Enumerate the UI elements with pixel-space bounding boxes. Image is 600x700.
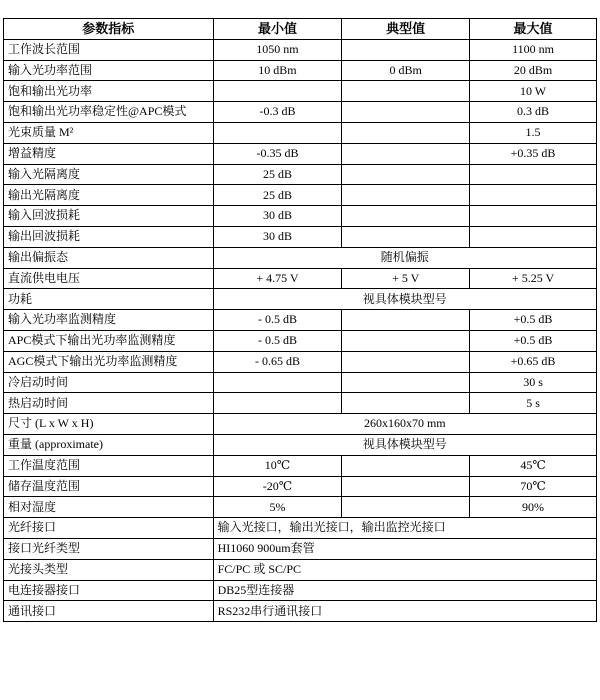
- param-cell: 光纤接口: [4, 518, 214, 539]
- table-row: [4, 580, 597, 601]
- min-cell: - 0.65 dB: [213, 351, 342, 372]
- table-row: [4, 330, 597, 351]
- max-cell: + 5.25 V: [470, 268, 597, 289]
- typ-cell: [342, 372, 470, 393]
- header-row: [4, 19, 597, 40]
- table-row: [4, 122, 597, 143]
- max-cell: +0.5 dB: [470, 330, 597, 351]
- table-row: [4, 268, 597, 289]
- typ-cell: [342, 143, 470, 164]
- param-cell: 热启动时间: [4, 393, 214, 414]
- header-typ: 典型值: [342, 19, 470, 40]
- param-cell: 饱和输出光功率稳定性@APC模式: [4, 102, 214, 123]
- max-cell: [470, 164, 597, 185]
- min-cell: -0.35 dB: [213, 143, 342, 164]
- param-cell: 电连接器接口: [4, 580, 214, 601]
- header-min: 最小值: [213, 19, 342, 40]
- table-row: [4, 206, 597, 227]
- min-cell: 5%: [213, 497, 342, 518]
- param-cell: 输出光隔离度: [4, 185, 214, 206]
- param-cell: 输出回波损耗: [4, 226, 214, 247]
- min-cell: + 4.75 V: [213, 268, 342, 289]
- min-cell: 10℃: [213, 455, 342, 476]
- spec-table: [3, 18, 597, 622]
- min-cell: 1050 nm: [213, 39, 342, 60]
- max-cell: 10 W: [470, 81, 597, 102]
- merged-value-cell: DB25型连接器: [213, 580, 596, 601]
- spec-table-container: [3, 18, 597, 622]
- param-cell: 光接头类型: [4, 559, 214, 580]
- param-cell: 光束质量 M²: [4, 122, 214, 143]
- table-row: [4, 102, 597, 123]
- table-row: [4, 247, 597, 268]
- table-row: [4, 538, 597, 559]
- table-row: [4, 164, 597, 185]
- min-cell: -0.3 dB: [213, 102, 342, 123]
- param-cell: 功耗: [4, 289, 214, 310]
- typ-cell: [342, 206, 470, 227]
- table-row: [4, 185, 597, 206]
- typ-cell: 0 dBm: [342, 60, 470, 81]
- min-cell: [213, 81, 342, 102]
- param-cell: 输出偏振态: [4, 247, 214, 268]
- min-cell: 30 dB: [213, 226, 342, 247]
- typ-cell: [342, 310, 470, 331]
- table-row: [4, 476, 597, 497]
- merged-value-cell: 随机偏振: [213, 247, 596, 268]
- typ-cell: [342, 39, 470, 60]
- typ-cell: [342, 81, 470, 102]
- param-cell: 相对湿度: [4, 497, 214, 518]
- max-cell: 90%: [470, 497, 597, 518]
- param-cell: 增益精度: [4, 143, 214, 164]
- max-cell: [470, 185, 597, 206]
- merged-value-cell: 视具体模块型号: [213, 434, 596, 455]
- max-cell: 1100 nm: [470, 39, 597, 60]
- max-cell: [470, 206, 597, 227]
- param-cell: 输入光功率范围: [4, 60, 214, 81]
- table-row: [4, 455, 597, 476]
- typ-cell: [342, 185, 470, 206]
- typ-cell: [342, 122, 470, 143]
- max-cell: 1.5: [470, 122, 597, 143]
- param-cell: 重量 (approximate): [4, 434, 214, 455]
- table-row: [4, 393, 597, 414]
- table-row: [4, 414, 597, 435]
- typ-cell: [342, 351, 470, 372]
- min-cell: [213, 393, 342, 414]
- param-cell: AGC模式下输出光功率监测精度: [4, 351, 214, 372]
- param-cell: 尺寸 (L x W x H): [4, 414, 214, 435]
- max-cell: 5 s: [470, 393, 597, 414]
- table-row: [4, 351, 597, 372]
- min-cell: - 0.5 dB: [213, 310, 342, 331]
- table-row: [4, 39, 597, 60]
- table-row: [4, 60, 597, 81]
- table-row: [4, 497, 597, 518]
- param-cell: APC模式下输出光功率监测精度: [4, 330, 214, 351]
- param-cell: 接口光纤类型: [4, 538, 214, 559]
- table-row: [4, 372, 597, 393]
- param-cell: 工作波长范围: [4, 39, 214, 60]
- param-cell: 冷启动时间: [4, 372, 214, 393]
- max-cell: 45℃: [470, 455, 597, 476]
- table-row: [4, 81, 597, 102]
- typ-cell: [342, 330, 470, 351]
- max-cell: [470, 226, 597, 247]
- param-cell: 储存温度范围: [4, 476, 214, 497]
- table-row: [4, 143, 597, 164]
- table-row: [4, 310, 597, 331]
- typ-cell: + 5 V: [342, 268, 470, 289]
- table-row: [4, 226, 597, 247]
- min-cell: -20℃: [213, 476, 342, 497]
- min-cell: 10 dBm: [213, 60, 342, 81]
- merged-value-cell: HI1060 900um套管: [213, 538, 596, 559]
- table-row: [4, 518, 597, 539]
- table-row: [4, 289, 597, 310]
- param-cell: 直流供电电压: [4, 268, 214, 289]
- max-cell: 0.3 dB: [470, 102, 597, 123]
- param-cell: 通讯接口: [4, 601, 214, 622]
- param-cell: 工作温度范围: [4, 455, 214, 476]
- max-cell: +0.5 dB: [470, 310, 597, 331]
- typ-cell: [342, 455, 470, 476]
- param-cell: 输入光功率监测精度: [4, 310, 214, 331]
- header-max: 最大值: [470, 19, 597, 40]
- typ-cell: [342, 476, 470, 497]
- param-cell: 输入光隔离度: [4, 164, 214, 185]
- typ-cell: [342, 497, 470, 518]
- merged-value-cell: 输入光接口，输出光接口，输出监控光接口: [213, 518, 596, 539]
- max-cell: 30 s: [470, 372, 597, 393]
- max-cell: 70℃: [470, 476, 597, 497]
- typ-cell: [342, 164, 470, 185]
- min-cell: - 0.5 dB: [213, 330, 342, 351]
- table-row: [4, 559, 597, 580]
- max-cell: 20 dBm: [470, 60, 597, 81]
- max-cell: +0.65 dB: [470, 351, 597, 372]
- merged-value-cell: RS232串行通讯接口: [213, 601, 596, 622]
- typ-cell: [342, 393, 470, 414]
- param-cell: 饱和输出光功率: [4, 81, 214, 102]
- max-cell: +0.35 dB: [470, 143, 597, 164]
- min-cell: 25 dB: [213, 185, 342, 206]
- merged-value-cell: 视具体模块型号: [213, 289, 596, 310]
- typ-cell: [342, 226, 470, 247]
- typ-cell: [342, 102, 470, 123]
- merged-value-cell: FC/PC 或 SC/PC: [213, 559, 596, 580]
- param-cell: 输入回波损耗: [4, 206, 214, 227]
- min-cell: [213, 372, 342, 393]
- merged-value-cell: 260x160x70 mm: [213, 414, 596, 435]
- min-cell: 30 dB: [213, 206, 342, 227]
- min-cell: 25 dB: [213, 164, 342, 185]
- table-row: [4, 601, 597, 622]
- header-param: 参数指标: [4, 19, 214, 40]
- table-row: [4, 434, 597, 455]
- min-cell: [213, 122, 342, 143]
